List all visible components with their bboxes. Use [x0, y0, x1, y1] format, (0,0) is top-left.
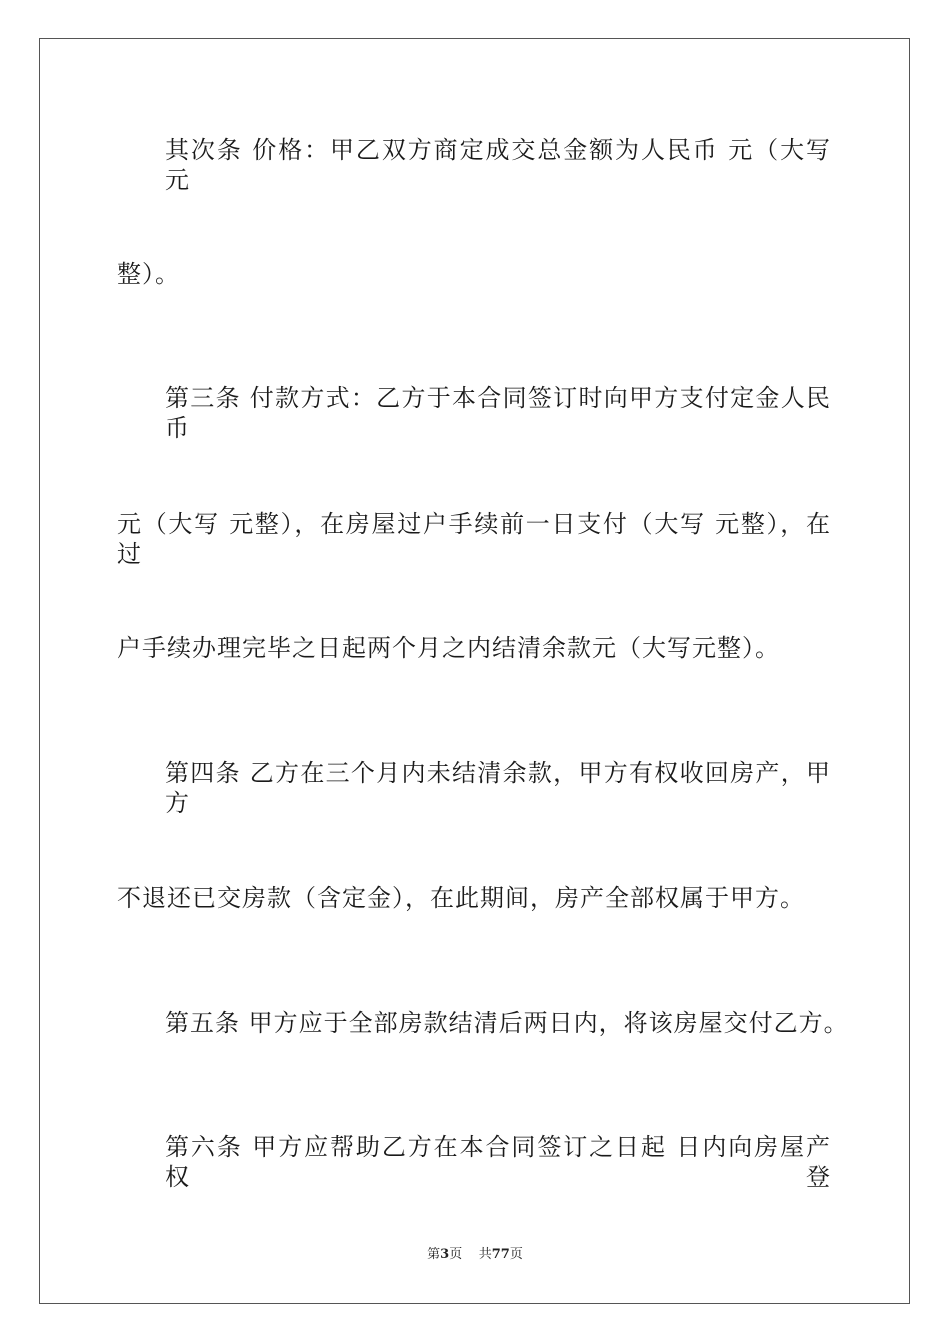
- total-prefix: 共: [478, 1247, 492, 1262]
- page-number: 3: [440, 1247, 450, 1262]
- clause-2-line-1: 其次条 价格：甲乙双方商定成交总金额为人民币 元（大写 元: [165, 136, 831, 194]
- total-pages: 77: [491, 1247, 510, 1262]
- page-prefix: 第: [427, 1247, 441, 1262]
- clause-4-line-1: 第四条 乙方在三个月内未结清余款，甲方有权收回房产，甲方: [165, 759, 831, 817]
- clause-6-line-1: 第六条 甲方应帮助乙方在本合同签订之日起 日内向房屋产权登: [165, 1133, 831, 1191]
- page-border: [39, 38, 910, 1304]
- clause-4-line-2: 不退还已交房款（含定金），在此期间，房产全部权属于甲方。: [117, 884, 805, 912]
- clause-3-line-1: 第三条 付款方式：乙方于本合同签订时向甲方支付定金人民币: [165, 384, 831, 442]
- total-suffix: 页: [509, 1247, 523, 1262]
- clause-3-line-2: 元（大写 元整），在房屋过户手续前一日支付（大写 元整），在过: [117, 510, 831, 568]
- page-suffix: 页: [449, 1247, 463, 1262]
- clause-3-line-3: 户手续办理完毕之日起两个月之内结清余款元（大写元整）。: [117, 634, 780, 662]
- page-footer: [0, 1246, 950, 1264]
- clause-5-line-1: 第五条 甲方应于全部房款结清后两日内，将该房屋交付乙方。: [165, 1009, 849, 1037]
- clause-2-line-2: 整）。: [117, 260, 180, 288]
